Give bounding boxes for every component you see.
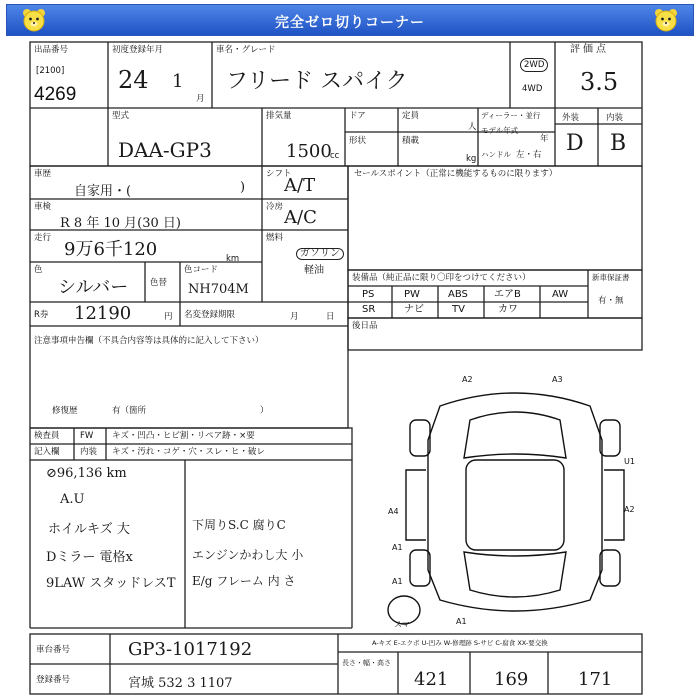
model-value: DAA-GP3 — [118, 138, 212, 162]
lot-label: 出品番号 — [34, 45, 69, 55]
diagram-label: A3 — [552, 375, 563, 384]
name-label: 車名・グレード — [216, 45, 276, 55]
recycle-value: 12190 — [74, 303, 132, 324]
rear-label: 後日品 — [352, 321, 378, 331]
equip-navi: ナビ — [404, 304, 424, 315]
displacement-label: 排気量 — [266, 111, 292, 121]
lot-sub: [2100] — [36, 66, 65, 76]
equip-sr: SR — [362, 304, 376, 315]
model-year-label: モデル年式 — [481, 126, 519, 135]
chassis-value: GP3-1017192 — [128, 639, 253, 660]
equip-abs: ABS — [448, 289, 468, 300]
diagram-label: U1 — [624, 457, 635, 466]
note-right-2: エンジンかわし大 小 — [192, 548, 304, 562]
damage-legend: A-キズ E-エクボ U-凹み W-修理跡 S-サビ C-腐食 XX-要交換 — [372, 639, 548, 647]
history-label: 車歴 — [34, 169, 52, 179]
notice-day: 日 — [326, 312, 335, 322]
note-1: ⊘96,136 km — [46, 466, 127, 481]
drive-2wd: 2WD — [520, 58, 548, 72]
fuel-label: 燃料 — [266, 233, 284, 243]
ac-label: 冷房 — [266, 202, 284, 212]
note-right-1: 下周りS.C 腐りC — [192, 518, 286, 532]
exterior-row-items: キズ・凹凸・ヒビ割・リペア跡・×要 — [112, 431, 255, 441]
score-value: 3.5 — [580, 68, 619, 96]
interior-row-items: キズ・汚れ・コゲ・穴・スレ・ヒ・破レ — [112, 447, 265, 457]
year-unit: 年 — [540, 134, 549, 144]
color-label: 色 — [34, 265, 43, 275]
reg-value: 宮城 532 3 1107 — [128, 676, 233, 691]
month-unit: 月 — [196, 94, 205, 104]
height-value: 171 — [578, 669, 613, 690]
diagram-label: A1 — [392, 577, 403, 586]
color-value: シルバー — [58, 277, 129, 298]
handle-options: 左・右 — [516, 150, 542, 160]
equip-airbag: エアB — [494, 289, 521, 300]
displacement-unit: cc — [330, 151, 340, 161]
inspection-label: 車検 — [34, 202, 52, 212]
recycle-unit: 円 — [164, 312, 173, 322]
first-reg-year: 24 — [118, 66, 149, 94]
load-label: 積載 — [402, 136, 420, 146]
notice-label: 名変登録期限 — [184, 310, 236, 320]
equip-tv: TV — [452, 304, 465, 315]
exterior-value: D — [566, 131, 584, 156]
color-alt-label: 色替 — [150, 278, 168, 288]
diagram-label: スマ — [394, 620, 410, 629]
repair-value: 有（箇所 — [112, 406, 147, 416]
width-value: 169 — [494, 669, 529, 690]
doors-label: ドア — [349, 111, 366, 121]
inspect-label: 検査員 — [34, 431, 60, 441]
history-value: 自家用・( — [74, 184, 132, 199]
notes-label: 注意事項申告欄（不具合内容等は具体的に記入して下さい） — [34, 336, 264, 346]
repair-label: 修復歴 — [52, 406, 78, 416]
diagram-label: A1 — [392, 543, 403, 552]
shift-label: シフト — [266, 169, 292, 179]
history-close: ) — [240, 180, 246, 195]
diagram-label: A1 — [456, 617, 467, 626]
first-reg-month: 1 — [172, 71, 184, 92]
mileage-value: 9万6千120 — [64, 239, 158, 260]
repair-close: ） — [260, 406, 269, 416]
equipment-label: 装備品（純正品に限り〇印をつけてください） — [352, 273, 531, 283]
displacement-value: 1500 — [286, 141, 332, 162]
inspect-note-label: 記入欄 — [34, 447, 60, 457]
equip-leather: カワ — [498, 304, 518, 315]
color-code-value: NH704M — [188, 282, 249, 297]
dealer-label: ディーラー・並行 — [481, 111, 541, 120]
notice-month: 月 — [290, 312, 299, 322]
name-value: フリード スパイク — [226, 69, 408, 94]
note-2: A.U — [60, 492, 85, 507]
inspection-value: R 8 年 10 月(30 日) — [60, 216, 181, 231]
car-diagram — [370, 360, 660, 630]
chassis-label: 車台番号 — [36, 645, 71, 655]
new-car-label: 新車保証書 — [592, 273, 630, 282]
color-code-label: 色コード — [184, 265, 219, 275]
score-label: 評価点 — [570, 44, 609, 55]
shift-value: A/T — [284, 175, 316, 196]
shape-label: 形状 — [349, 136, 367, 146]
equip-aw: AW — [552, 289, 569, 300]
fuel-value-diesel: 軽油 — [304, 265, 324, 276]
interior-label: 内装 — [606, 113, 624, 123]
handle-label: ハンドル — [481, 150, 511, 159]
diagram-label: A2 — [624, 505, 635, 514]
dims-label: 長さ・幅・高さ — [342, 659, 391, 667]
fuel-value-gasoline: ガソリン — [296, 248, 344, 260]
fw-label: FW — [80, 431, 94, 441]
capacity-label: 定員 — [402, 111, 420, 121]
capacity-unit: 人 — [468, 122, 477, 132]
recycle-label: R券 — [34, 310, 49, 320]
reg-label: 登録番号 — [36, 675, 71, 685]
exterior-label: 外装 — [562, 113, 580, 123]
model-label: 型式 — [112, 111, 130, 121]
lot-number: 4269 — [34, 84, 77, 105]
note-4: Dミラー 電格x — [46, 550, 133, 565]
sales-point-label: セールスポイント（正常に機能するものに限ります） — [354, 169, 558, 179]
mileage-label: 走行 — [34, 233, 52, 243]
note-3: ホイルキズ 大 — [48, 522, 130, 537]
mileage-unit: km — [226, 254, 240, 264]
diagram-label: A2 — [462, 375, 473, 384]
banner-title: 完全ゼロ切りコーナー — [275, 15, 425, 31]
note-5: 9LAW スタッドレスT — [46, 576, 176, 591]
first-reg-label: 初度登録年月 — [112, 45, 164, 55]
interior-row-label: 内装 — [80, 447, 98, 457]
ac-value: A/C — [284, 207, 317, 228]
drive-4wd: 4WD — [522, 84, 543, 94]
load-unit: kg — [466, 154, 477, 164]
new-car-value: 有・無 — [598, 296, 624, 306]
interior-value: B — [610, 131, 627, 156]
equip-ps: PS — [362, 289, 375, 300]
equip-pw: PW — [404, 289, 420, 300]
length-value: 421 — [414, 669, 449, 690]
note-right-3: E/g フレーム 内 さ — [192, 574, 296, 588]
diagram-label: A4 — [388, 507, 399, 516]
